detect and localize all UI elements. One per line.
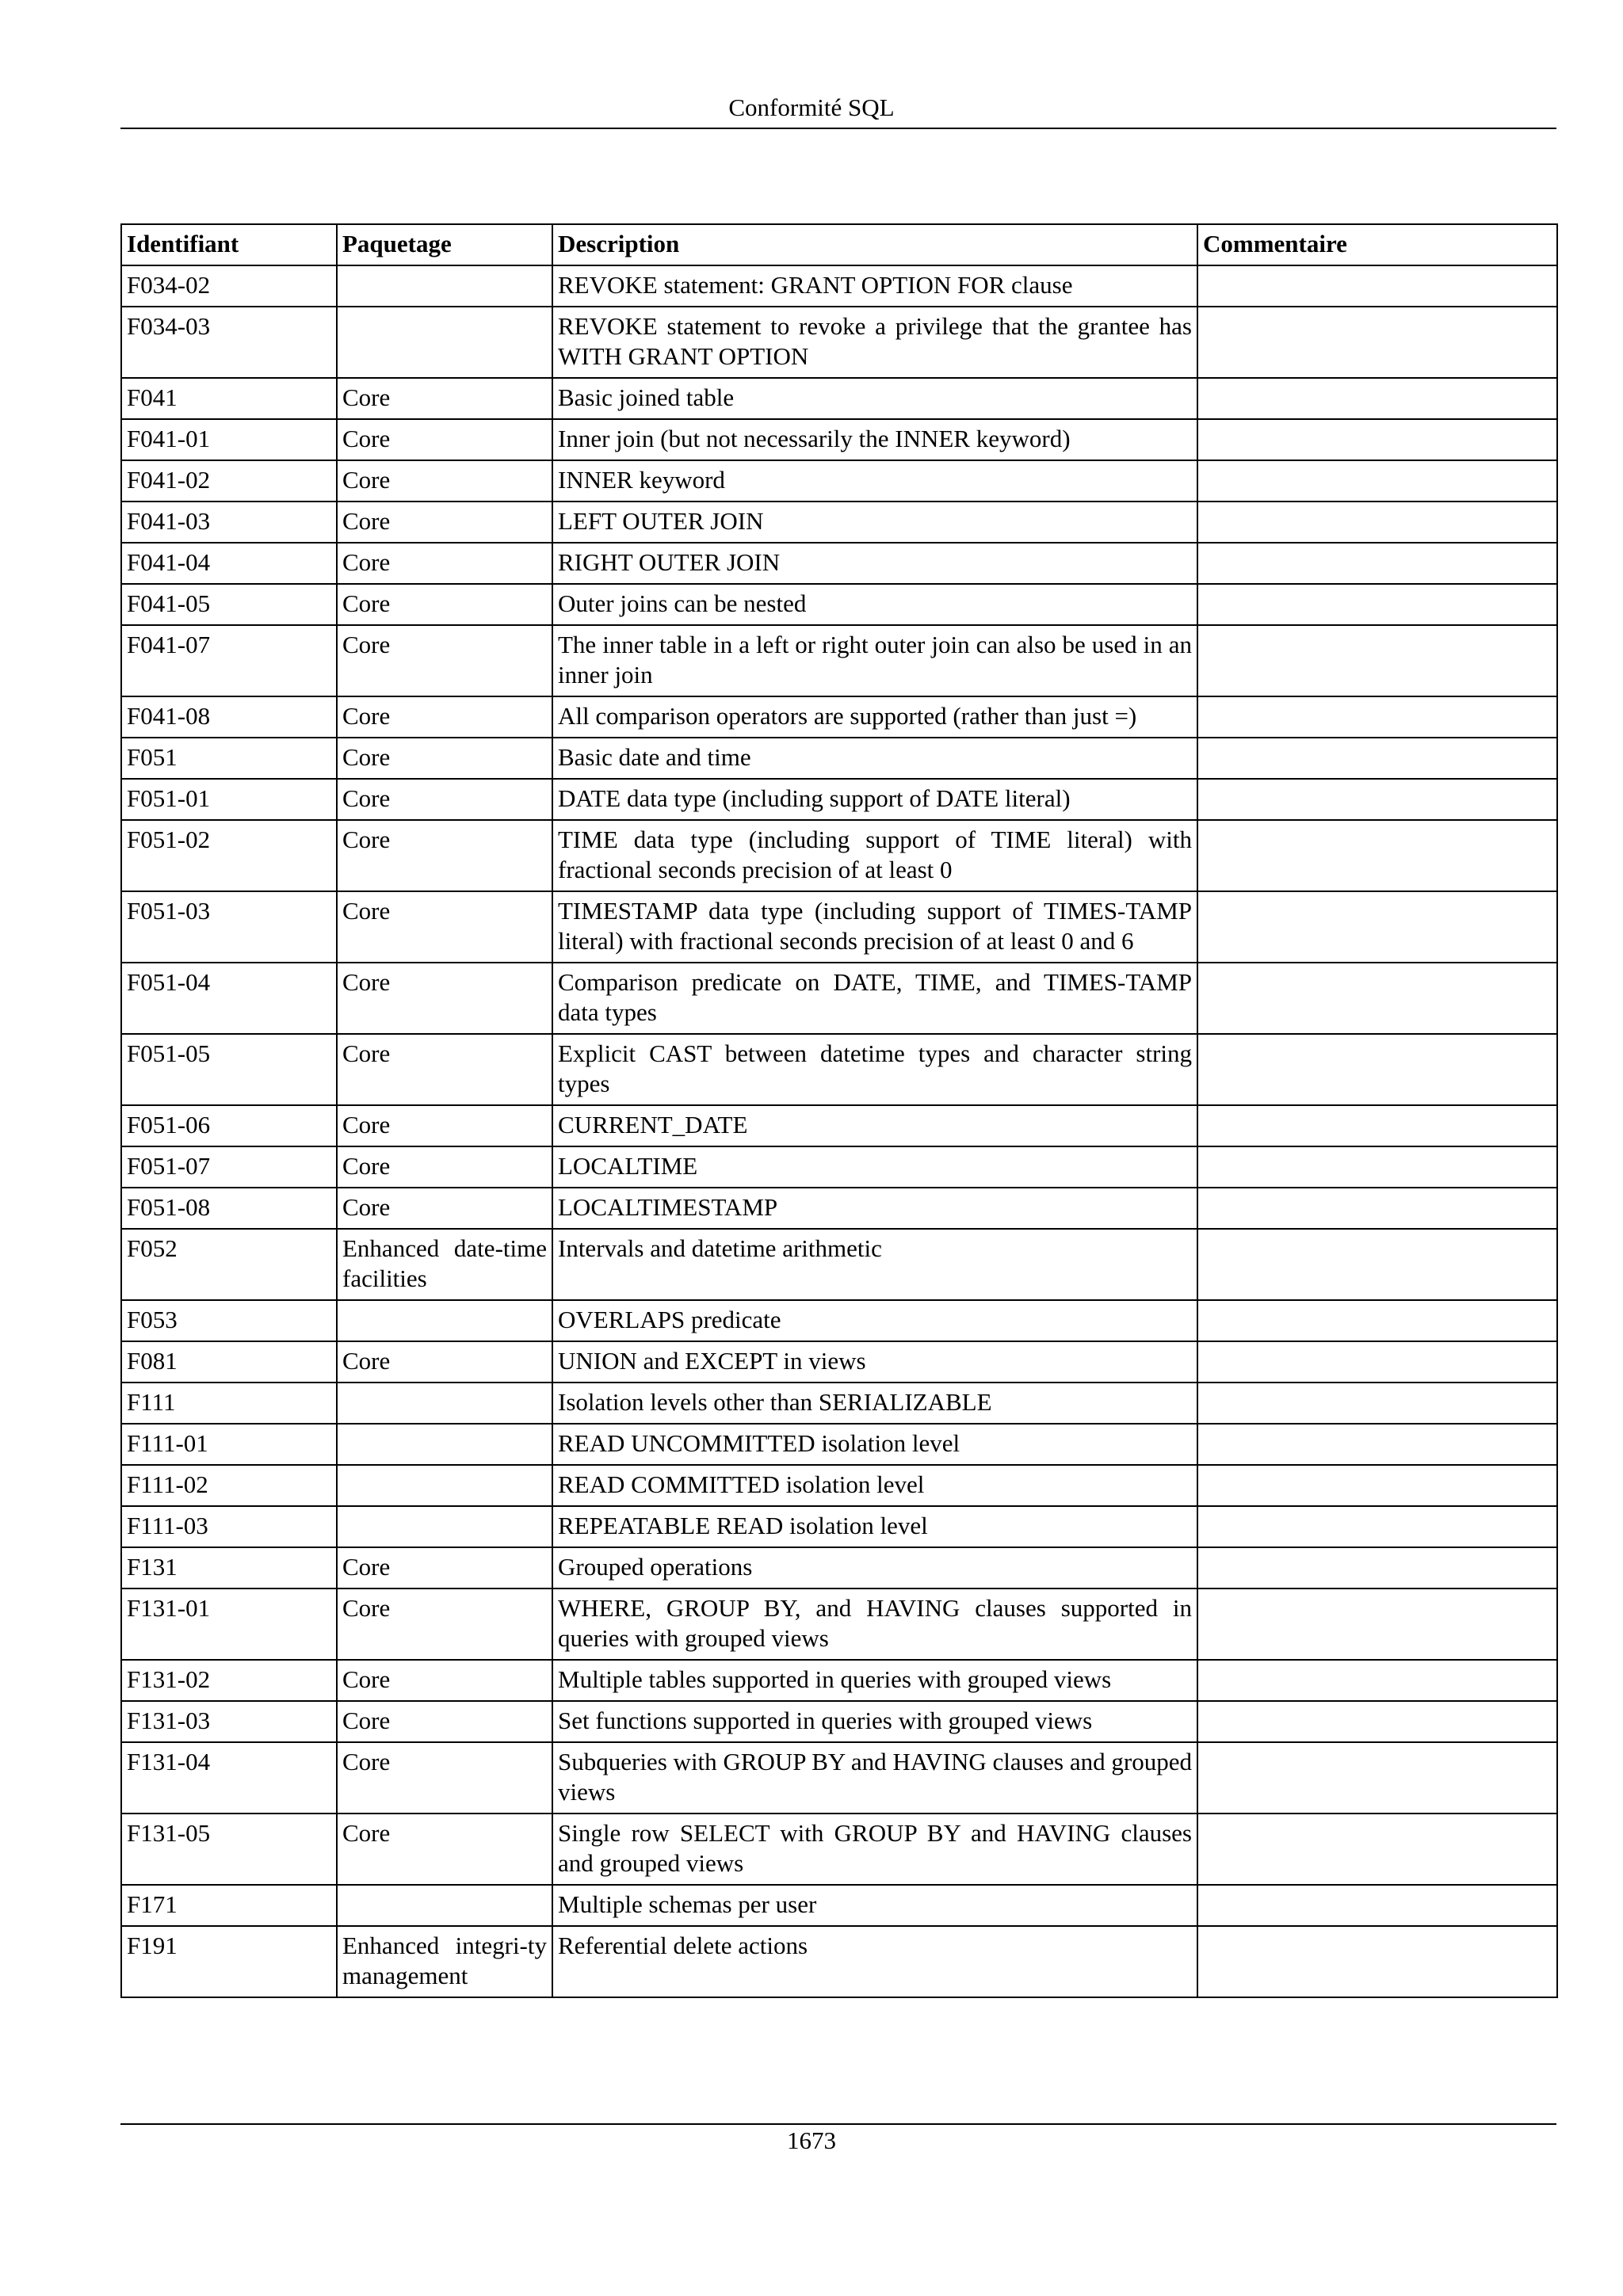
- table-row: [121, 1926, 1557, 1997]
- cell-commentaire: [1197, 584, 1557, 625]
- table-row: [121, 1383, 1557, 1424]
- cell-description: LOCALTIMESTAMP: [552, 1188, 1197, 1229]
- table-header-row: [121, 224, 1557, 265]
- cell-commentaire: [1197, 1742, 1557, 1814]
- cell-paquetage: Core: [337, 820, 552, 891]
- cell-commentaire: [1197, 502, 1557, 543]
- cell-commentaire: [1197, 543, 1557, 584]
- cell-identifiant: F041-05: [121, 584, 337, 625]
- cell-identifiant: F051-06: [121, 1105, 337, 1146]
- cell-description: OVERLAPS predicate: [552, 1300, 1197, 1341]
- table-row: [121, 1105, 1557, 1146]
- cell-identifiant: F051-03: [121, 891, 337, 963]
- cell-paquetage: Core: [337, 1589, 552, 1660]
- cell-commentaire: [1197, 1465, 1557, 1506]
- cell-paquetage: Core: [337, 738, 552, 779]
- cell-identifiant: F041-02: [121, 460, 337, 502]
- cell-description: UNION and EXCEPT in views: [552, 1341, 1197, 1383]
- cell-identifiant: F052: [121, 1229, 337, 1300]
- table-row: [121, 1300, 1557, 1341]
- cell-commentaire: [1197, 1547, 1557, 1589]
- cell-paquetage: Core: [337, 1814, 552, 1885]
- cell-identifiant: F131-03: [121, 1701, 337, 1742]
- cell-commentaire: [1197, 419, 1557, 460]
- cell-description: TIME data type (including support of TIME literal) with fractional seconds precision of at least 0: [552, 820, 1197, 891]
- cell-paquetage: Core: [337, 419, 552, 460]
- cell-identifiant: F111: [121, 1383, 337, 1424]
- cell-description: Grouped operations: [552, 1547, 1197, 1589]
- cell-identifiant: F041-03: [121, 502, 337, 543]
- cell-description: REPEATABLE READ isolation level: [552, 1506, 1197, 1547]
- table-row: [121, 1885, 1557, 1926]
- cell-commentaire: [1197, 1188, 1557, 1229]
- table-row: [121, 1742, 1557, 1814]
- cell-commentaire: [1197, 779, 1557, 820]
- table-row: [121, 891, 1557, 963]
- cell-commentaire: [1197, 625, 1557, 696]
- cell-commentaire: [1197, 891, 1557, 963]
- cell-paquetage: [337, 1506, 552, 1547]
- cell-description: REVOKE statement to revoke a privilege that the grantee has WITH GRANT OPTION: [552, 307, 1197, 378]
- cell-commentaire: [1197, 1589, 1557, 1660]
- cell-paquetage: Core: [337, 584, 552, 625]
- table-row: [121, 820, 1557, 891]
- cell-identifiant: F131-04: [121, 1742, 337, 1814]
- cell-commentaire: [1197, 460, 1557, 502]
- cell-paquetage: Core: [337, 543, 552, 584]
- table-row: [121, 1701, 1557, 1742]
- cell-identifiant: F171: [121, 1885, 337, 1926]
- table-row: [121, 1229, 1557, 1300]
- cell-identifiant: F191: [121, 1926, 337, 1997]
- cell-commentaire: [1197, 820, 1557, 891]
- table-row: [121, 1424, 1557, 1465]
- cell-description: Outer joins can be nested: [552, 584, 1197, 625]
- cell-paquetage: Enhanced integri-ty management: [337, 1926, 552, 1997]
- cell-commentaire: [1197, 1660, 1557, 1701]
- cell-description: READ COMMITTED isolation level: [552, 1465, 1197, 1506]
- table-row: [121, 1188, 1557, 1229]
- cell-identifiant: F051: [121, 738, 337, 779]
- cell-paquetage: Core: [337, 963, 552, 1034]
- cell-description: TIMESTAMP data type (including support of TIMES-TAMP literal) with fractional seconds precision of at least 0 and 6: [552, 891, 1197, 963]
- cell-identifiant: F051-08: [121, 1188, 337, 1229]
- cell-commentaire: [1197, 1341, 1557, 1383]
- table-row: [121, 502, 1557, 543]
- table-row: [121, 1589, 1557, 1660]
- cell-identifiant: F131: [121, 1547, 337, 1589]
- cell-paquetage: Core: [337, 1341, 552, 1383]
- cell-paquetage: Core: [337, 696, 552, 738]
- cell-paquetage: Core: [337, 1701, 552, 1742]
- cell-description: DATE data type (including support of DATE literal): [552, 779, 1197, 820]
- cell-paquetage: Core: [337, 1742, 552, 1814]
- cell-paquetage: Core: [337, 460, 552, 502]
- cell-paquetage: Core: [337, 1146, 552, 1188]
- cell-description: READ UNCOMMITTED isolation level: [552, 1424, 1197, 1465]
- cell-paquetage: Core: [337, 1660, 552, 1701]
- cell-description: Explicit CAST between datetime types and character string types: [552, 1034, 1197, 1105]
- cell-identifiant: F111-02: [121, 1465, 337, 1506]
- cell-description: Single row SELECT with GROUP BY and HAVING clauses and grouped views: [552, 1814, 1197, 1885]
- cell-paquetage: Core: [337, 625, 552, 696]
- table-row: [121, 1465, 1557, 1506]
- running-header: Conformité SQL: [728, 93, 895, 121]
- table-row: [121, 625, 1557, 696]
- cell-commentaire: [1197, 378, 1557, 419]
- cell-description: Comparison predicate on DATE, TIME, and TIMES-TAMP data types: [552, 963, 1197, 1034]
- cell-paquetage: Core: [337, 1547, 552, 1589]
- cell-description: Isolation levels other than SERIALIZABLE: [552, 1383, 1197, 1424]
- cell-identifiant: F041-04: [121, 543, 337, 584]
- cell-commentaire: [1197, 1506, 1557, 1547]
- cell-identifiant: F051-05: [121, 1034, 337, 1105]
- conformance-table: [120, 223, 1558, 1998]
- cell-paquetage: Enhanced date-time facilities: [337, 1229, 552, 1300]
- table-row: [121, 1814, 1557, 1885]
- table-row: [121, 543, 1557, 584]
- cell-commentaire: [1197, 1105, 1557, 1146]
- table-row: [121, 265, 1557, 307]
- cell-identifiant: F131-02: [121, 1660, 337, 1701]
- page-number: 1673: [787, 2126, 836, 2154]
- cell-paquetage: Core: [337, 779, 552, 820]
- cell-commentaire: [1197, 1814, 1557, 1885]
- cell-paquetage: Core: [337, 378, 552, 419]
- table-row: [121, 779, 1557, 820]
- cell-identifiant: F051-01: [121, 779, 337, 820]
- cell-commentaire: [1197, 1885, 1557, 1926]
- cell-identifiant: F041-07: [121, 625, 337, 696]
- cell-identifiant: F041-08: [121, 696, 337, 738]
- cell-commentaire: [1197, 738, 1557, 779]
- cell-commentaire: [1197, 1383, 1557, 1424]
- table-row: [121, 1341, 1557, 1383]
- cell-identifiant: F053: [121, 1300, 337, 1341]
- cell-commentaire: [1197, 307, 1557, 378]
- cell-identifiant: F111-01: [121, 1424, 337, 1465]
- cell-description: Basic joined table: [552, 378, 1197, 419]
- cell-identifiant: F051-04: [121, 963, 337, 1034]
- table-row: [121, 1506, 1557, 1547]
- cell-identifiant: F131-05: [121, 1814, 337, 1885]
- cell-commentaire: [1197, 1034, 1557, 1105]
- cell-description: WHERE, GROUP BY, and HAVING clauses supported in queries with grouped views: [552, 1589, 1197, 1660]
- cell-description: Referential delete actions: [552, 1926, 1197, 1997]
- table-row: [121, 1660, 1557, 1701]
- cell-paquetage: [337, 1424, 552, 1465]
- cell-paquetage: [337, 1300, 552, 1341]
- table-row: [121, 378, 1557, 419]
- cell-identifiant: F034-03: [121, 307, 337, 378]
- cell-paquetage: Core: [337, 502, 552, 543]
- table-row: [121, 584, 1557, 625]
- cell-description: Intervals and datetime arithmetic: [552, 1229, 1197, 1300]
- cell-paquetage: [337, 1383, 552, 1424]
- cell-commentaire: [1197, 1424, 1557, 1465]
- table-row: [121, 696, 1557, 738]
- cell-description: REVOKE statement: GRANT OPTION FOR clause: [552, 265, 1197, 307]
- table-row: [121, 1547, 1557, 1589]
- cell-paquetage: [337, 265, 552, 307]
- cell-description: Multiple schemas per user: [552, 1885, 1197, 1926]
- table-body: [121, 265, 1557, 1997]
- column-header-description: Description: [552, 224, 1197, 265]
- table-row: [121, 307, 1557, 378]
- cell-commentaire: [1197, 1701, 1557, 1742]
- cell-identifiant: F041-01: [121, 419, 337, 460]
- cell-commentaire: [1197, 265, 1557, 307]
- cell-description: Subqueries with GROUP BY and HAVING clauses and grouped views: [552, 1742, 1197, 1814]
- header-rule: [120, 128, 1556, 129]
- cell-commentaire: [1197, 1926, 1557, 1997]
- table-row: [121, 419, 1557, 460]
- table-row: [121, 1146, 1557, 1188]
- cell-description: All comparison operators are supported (rather than just =): [552, 696, 1197, 738]
- cell-description: LOCALTIME: [552, 1146, 1197, 1188]
- cell-description: RIGHT OUTER JOIN: [552, 543, 1197, 584]
- cell-commentaire: [1197, 1300, 1557, 1341]
- cell-identifiant: F131-01: [121, 1589, 337, 1660]
- cell-description: Inner join (but not necessarily the INNER keyword): [552, 419, 1197, 460]
- cell-identifiant: F041: [121, 378, 337, 419]
- table-row: [121, 738, 1557, 779]
- table-row: [121, 963, 1557, 1034]
- cell-paquetage: Core: [337, 1105, 552, 1146]
- cell-identifiant: F034-02: [121, 265, 337, 307]
- column-header-commentaire: Commentaire: [1197, 224, 1557, 265]
- cell-description: Multiple tables supported in queries with grouped views: [552, 1660, 1197, 1701]
- cell-paquetage: Core: [337, 1188, 552, 1229]
- cell-identifiant: F051-02: [121, 820, 337, 891]
- cell-identifiant: F051-07: [121, 1146, 337, 1188]
- table-row: [121, 1034, 1557, 1105]
- cell-paquetage: [337, 307, 552, 378]
- cell-commentaire: [1197, 963, 1557, 1034]
- cell-commentaire: [1197, 696, 1557, 738]
- cell-description: Basic date and time: [552, 738, 1197, 779]
- cell-description: CURRENT_DATE: [552, 1105, 1197, 1146]
- cell-commentaire: [1197, 1229, 1557, 1300]
- cell-description: INNER keyword: [552, 460, 1197, 502]
- cell-description: The inner table in a left or right outer join can also be used in an inner join: [552, 625, 1197, 696]
- cell-paquetage: [337, 1885, 552, 1926]
- cell-identifiant: F111-03: [121, 1506, 337, 1547]
- cell-paquetage: Core: [337, 1034, 552, 1105]
- cell-paquetage: Core: [337, 891, 552, 963]
- cell-paquetage: [337, 1465, 552, 1506]
- column-header-paquetage: Paquetage: [337, 224, 552, 265]
- cell-commentaire: [1197, 1146, 1557, 1188]
- column-header-identifiant: Identifiant: [121, 224, 337, 265]
- cell-identifiant: F081: [121, 1341, 337, 1383]
- cell-description: Set functions supported in queries with grouped views: [552, 1701, 1197, 1742]
- table-row: [121, 460, 1557, 502]
- cell-description: LEFT OUTER JOIN: [552, 502, 1197, 543]
